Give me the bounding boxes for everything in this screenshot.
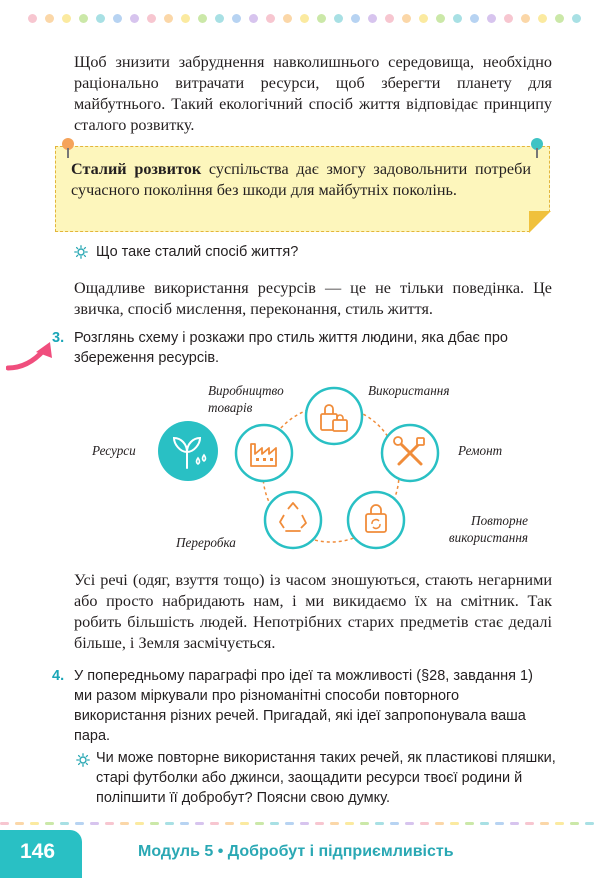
decorative-dot bbox=[96, 14, 105, 23]
decorative-dot bbox=[436, 14, 445, 23]
decorative-dot bbox=[28, 14, 37, 23]
footer-dash bbox=[450, 822, 459, 825]
task-number: 3. bbox=[52, 330, 65, 346]
decorative-dot bbox=[317, 14, 326, 23]
leaf-drops-icon bbox=[158, 421, 218, 481]
decorative-dot bbox=[147, 14, 156, 23]
recycle-arrows-icon bbox=[265, 492, 321, 548]
decorative-dots-row bbox=[28, 14, 588, 24]
footer-dash bbox=[105, 822, 114, 825]
page-fold-corner bbox=[529, 211, 551, 233]
footer-dash bbox=[225, 822, 234, 825]
footer-dash bbox=[585, 822, 594, 825]
decorative-dot bbox=[504, 14, 513, 23]
resource-cycle-diagram bbox=[88, 378, 538, 558]
footer-dash bbox=[555, 822, 564, 825]
footer-dash bbox=[420, 822, 429, 825]
decorative-dot bbox=[283, 14, 292, 23]
footer-dash bbox=[390, 822, 399, 825]
footer-dash bbox=[345, 822, 354, 825]
footer-dash bbox=[330, 822, 339, 825]
shopping-bag-icon bbox=[306, 388, 362, 444]
factory-icon bbox=[236, 425, 292, 481]
footer-dash bbox=[240, 822, 249, 825]
module-title: Модуль 5 • Добробут і підприємливість bbox=[138, 843, 454, 860]
footer-dash bbox=[360, 822, 369, 825]
footer-dashed-line bbox=[0, 822, 600, 826]
footer-dash bbox=[465, 822, 474, 825]
things-paragraph: Усі речі (одяг, взуття тощо) із часом зношуються, стають негарними або просто набридають нам, і ми викидаємо їх на смітник. Так робить більшість людей. Непотрібних старих предметів стає дедалі більше, і Земля засмічується. bbox=[74, 571, 552, 652]
decorative-dot bbox=[215, 14, 224, 23]
footer-dash bbox=[150, 822, 159, 825]
definition-box bbox=[55, 146, 550, 232]
label-production: Виробництво товарів bbox=[208, 383, 284, 415]
decorative-dot bbox=[538, 14, 547, 23]
task-number: 4. bbox=[52, 668, 65, 684]
decorative-dot bbox=[232, 14, 241, 23]
decorative-dot bbox=[45, 14, 54, 23]
footer-dash bbox=[45, 822, 54, 825]
sun-bulb-icon bbox=[76, 753, 90, 767]
footer-dash bbox=[570, 822, 579, 825]
decorative-dot bbox=[385, 14, 394, 23]
footer-dash bbox=[285, 822, 294, 825]
footer-dash bbox=[195, 822, 204, 825]
pin-icon bbox=[62, 138, 74, 150]
decorative-dot bbox=[487, 14, 496, 23]
footer-dash bbox=[15, 822, 24, 825]
decorative-dot bbox=[130, 14, 139, 23]
decorative-dot bbox=[368, 14, 377, 23]
decorative-dot bbox=[402, 14, 411, 23]
definition-term: Сталий розвиток bbox=[71, 160, 202, 178]
footer-dash bbox=[0, 822, 9, 825]
decorative-dot bbox=[249, 14, 258, 23]
decorative-dot bbox=[62, 14, 71, 23]
recycle-bag-icon bbox=[348, 492, 404, 548]
page-number: 146 bbox=[20, 840, 56, 863]
label-resources: Ресурси bbox=[92, 443, 136, 458]
decorative-dot bbox=[521, 14, 530, 23]
footer-dash bbox=[90, 822, 99, 825]
footer-dash bbox=[135, 822, 144, 825]
footer-dash bbox=[180, 822, 189, 825]
decorative-dot bbox=[113, 14, 122, 23]
decorative-dot bbox=[198, 14, 207, 23]
decorative-dot bbox=[79, 14, 88, 23]
footer-dash bbox=[300, 822, 309, 825]
label-reuse: Повторне використання bbox=[448, 513, 528, 545]
decorative-dot bbox=[470, 14, 479, 23]
footer-dash bbox=[525, 822, 534, 825]
intro-paragraph: Щоб знизити забруднення навколишнього середовища, необхідно раціонально витрачати ресурси, щоб зберегти планету для майбутнього. Такий екологічний спосіб життя відповідає принципу сталого розвитку. bbox=[74, 53, 552, 134]
habit-paragraph: Ощадливе використання ресурсів — це не тільки поведінка. Це звичка, спосіб мислення, переконання, стиль життя. bbox=[74, 279, 552, 318]
definition-text bbox=[71, 159, 531, 201]
footer-dash bbox=[315, 822, 324, 825]
footer-dash bbox=[75, 822, 84, 825]
footer-dash bbox=[375, 822, 384, 825]
task-text: Розглянь схему і розкажи про стиль життя людини, яка дбає про збереження ресурсів. bbox=[74, 330, 508, 366]
decorative-dot bbox=[181, 14, 190, 23]
footer-dash bbox=[495, 822, 504, 825]
footer-dash bbox=[255, 822, 264, 825]
decorative-dot bbox=[266, 14, 275, 23]
footer-dash bbox=[435, 822, 444, 825]
wrench-screwdriver-icon bbox=[382, 425, 438, 481]
footer-dash bbox=[540, 822, 549, 825]
footer-dash bbox=[210, 822, 219, 825]
decorative-dot bbox=[351, 14, 360, 23]
label-recycling: Переробка bbox=[176, 535, 236, 550]
decorative-dot bbox=[334, 14, 343, 23]
footer-dash bbox=[510, 822, 519, 825]
footer-dash bbox=[405, 822, 414, 825]
task-text: У попередньому параграфі про ідеї та можливості (§28, завдання 1) ми разом міркували про різноманітні способи повторного використання різних речей. Пригадай, які ідеї запропонувала ваша пара. bbox=[74, 668, 533, 744]
decorative-dot bbox=[419, 14, 428, 23]
decorative-dot bbox=[572, 14, 581, 23]
label-usage: Використання bbox=[368, 383, 450, 398]
definition-body: суспільства дає змогу задовольнити потреби сучасного покоління без шкоди для майбутніх поколінь. bbox=[71, 160, 531, 199]
label-repair: Ремонт bbox=[458, 443, 503, 458]
footer-dash bbox=[30, 822, 39, 825]
footer-dash bbox=[165, 822, 174, 825]
footer-dash bbox=[480, 822, 489, 825]
footer-dash bbox=[60, 822, 69, 825]
decorative-dot bbox=[555, 14, 564, 23]
footer-dash bbox=[270, 822, 279, 825]
reuse-question: Чи може повторне використання таких речей, як пластикові пляшки, старі футболки або джинси, заощадити ресурси твоєї родини й поліпшити її добробут? Поясни свою думку. bbox=[96, 750, 556, 806]
question-text: Що таке сталий спосіб життя? bbox=[96, 244, 299, 260]
pointer-arrow-icon bbox=[6, 338, 56, 372]
decorative-dot bbox=[300, 14, 309, 23]
pin-icon bbox=[531, 138, 543, 150]
sun-bulb-icon bbox=[74, 245, 88, 259]
footer-dash bbox=[120, 822, 129, 825]
decorative-dot bbox=[453, 14, 462, 23]
decorative-dot bbox=[164, 14, 173, 23]
